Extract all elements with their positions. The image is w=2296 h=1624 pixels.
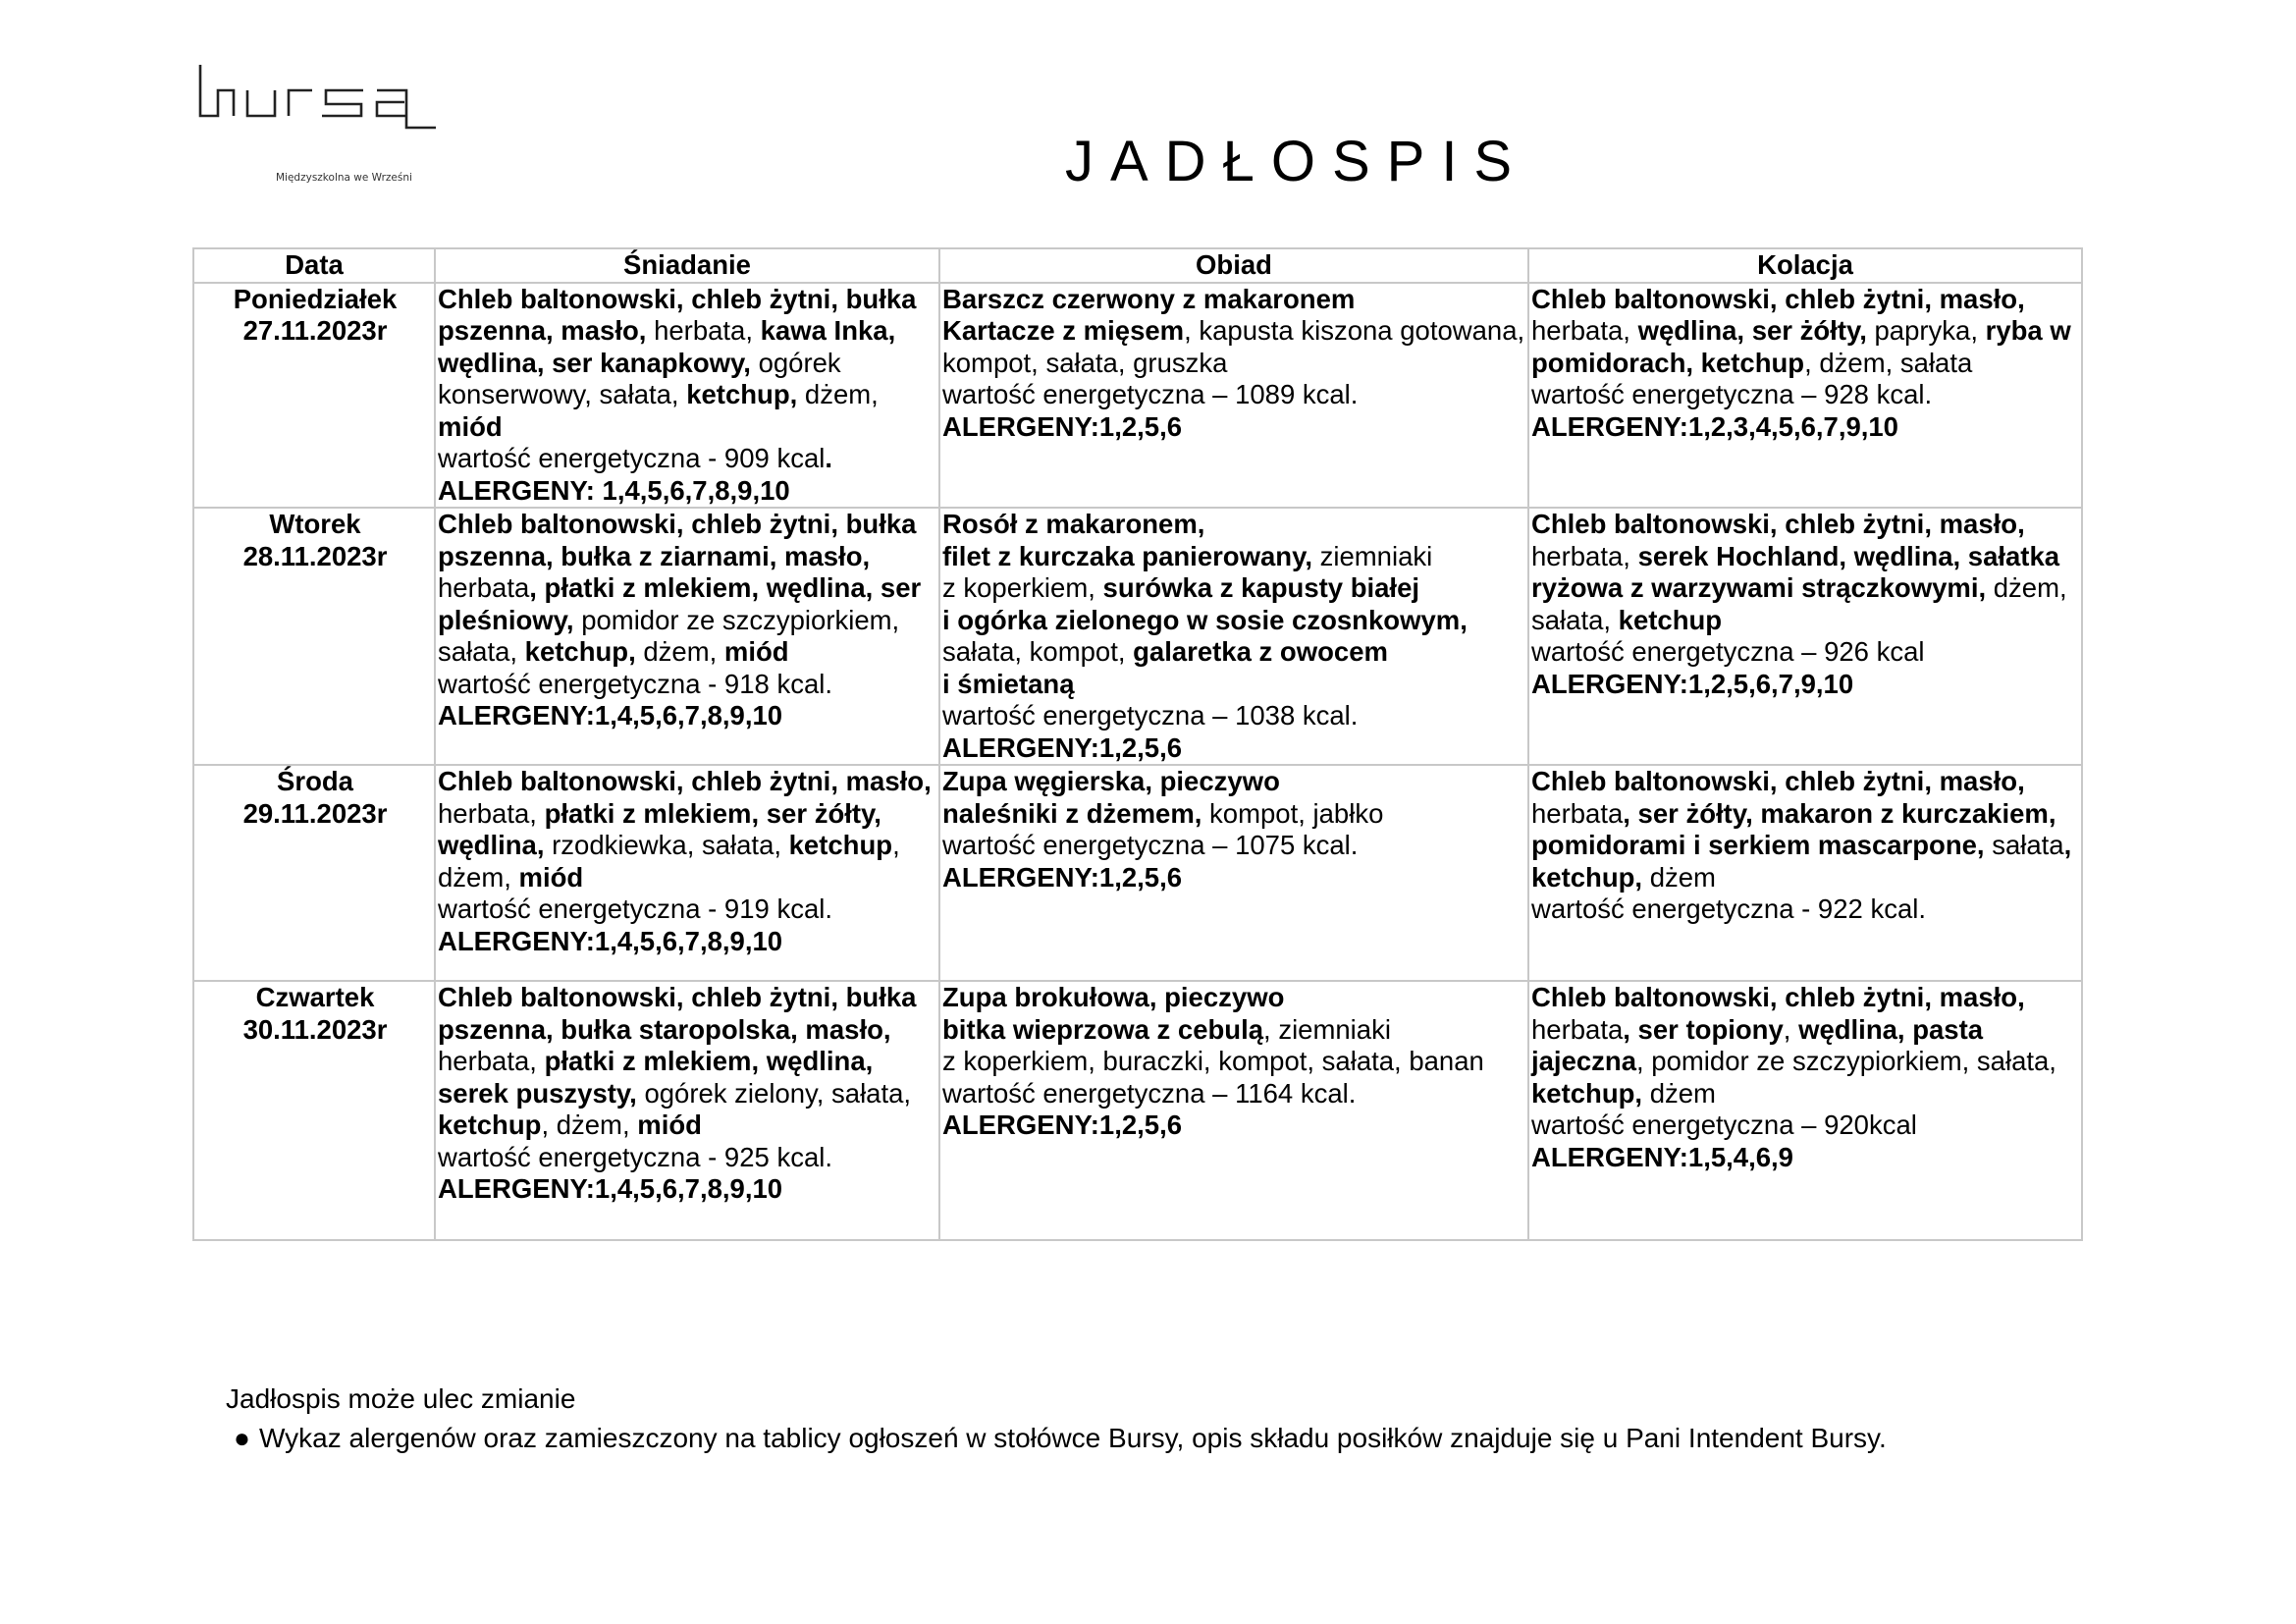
logo-caption: Międzyszkolna we Wrześni — [276, 172, 412, 184]
supper-cell — [1528, 508, 2082, 765]
menu-text-segment: Chleb baltonowski, chleb żytni, masło, — [438, 766, 932, 796]
menu-text-segment: ALERGENY:1,2,5,6 — [942, 731, 1183, 763]
menu-text-segment: , dżem, — [541, 1110, 638, 1140]
menu-text-segment: Zupa węgierska, pieczywo — [942, 766, 1280, 796]
menu-text-segment: pomidor ze szczypiorkiem, sałata, — [438, 604, 900, 667]
menu-text-segment: rzodkiewka, sałata, — [544, 830, 789, 860]
lunch-cell — [939, 508, 1528, 765]
menu-text-segment: Chleb baltonowski, chleb żytni, bułka pszenna, bułka z ziarnami, masło, — [438, 509, 917, 571]
menu-text-segment: Zupa brokułowa, pieczywo — [942, 982, 1285, 1012]
menu-text-segment: ALERGENY: 1,4,5,6,7,8,9,10 — [438, 474, 790, 506]
menu-text-segment: i ogórka zielonego w sosie czosnkowym, — [942, 604, 1468, 635]
day-date: 27.11.2023r — [242, 315, 388, 346]
menu-text-segment: , pomidor ze szczypiorkiem, sałata, — [1636, 1046, 2056, 1076]
menu-text-segment: ogórek zielony, sałata, — [636, 1077, 912, 1109]
lunch-cell — [939, 765, 1528, 981]
menu-text-segment: ketchup — [788, 830, 893, 860]
menu-text-segment: wartość energetyczna – 1038 kcal. — [942, 700, 1359, 731]
day-name: Poniedziałek — [233, 283, 398, 314]
menu-text-segment: wędlina, ser żółty, — [1637, 315, 1867, 346]
date-cell — [193, 765, 435, 981]
menu-text-segment: kawa Inka, wędlina, ser kanapkowy, — [438, 315, 896, 378]
menu-text-segment: Rosół z makaronem, — [942, 509, 1205, 539]
table-row — [193, 508, 2082, 765]
menu-text-segment: surówka z kapusty białej — [1102, 572, 1420, 603]
menu-text-segment: herbata — [438, 572, 530, 603]
menu-text-segment: ALERGENY:1,2,3,4,5,6,7,9,10 — [1531, 410, 1898, 442]
menu-text-segment: kompot, jabłko — [1201, 797, 1384, 829]
menu-text-segment: ALERGENY:1,2,5,6,7,9,10 — [1531, 668, 1854, 699]
breakfast-cell — [435, 981, 939, 1240]
menu-text-segment: płatki z mlekiem, wędlina, serek puszysty, — [438, 1046, 874, 1109]
menu-text-segment: płatki z mlekiem, ser żółty, wędlina, — [438, 797, 881, 860]
menu-text-segment: wędlina, pasta jajeczna — [1531, 1013, 1984, 1076]
menu-text-segment: miód — [518, 861, 584, 893]
menu-text-segment: Kartacze z mięsem — [942, 315, 1185, 346]
bursa-logo — [196, 61, 452, 198]
menu-text-segment: sałata, kompot, — [942, 636, 1134, 667]
supper-cell — [1528, 981, 2082, 1240]
menu-text-segment: ketchup — [1618, 604, 1723, 635]
menu-text-segment: Chleb baltonowski, chleb żytni, masło, — [1531, 509, 2025, 539]
supper-cell — [1528, 283, 2082, 509]
header-row — [193, 248, 2082, 283]
menu-text-segment: , płatki z mlekiem, wędlina, ser pleśniowy, — [438, 572, 922, 635]
menu-text-segment: herbata, — [646, 315, 761, 346]
menu-text-segment: Chleb baltonowski, chleb żytni, masło, — [1531, 283, 2025, 314]
menu-text-segment: ketchup, — [524, 636, 636, 667]
menu-text-segment: ALERGENY:1,2,5,6 — [942, 410, 1183, 442]
menu-text-segment: ogórek konserwowy, sałata, — [438, 347, 841, 409]
breakfast-cell — [435, 765, 939, 981]
menu-text-segment: , dżem, — [438, 830, 900, 893]
menu-text-segment: herbata, — [1531, 540, 1638, 571]
menu-change-note: Jadłospis może ulec zmianie — [226, 1383, 576, 1414]
menu-text-segment: ketchup, — [1531, 1077, 1643, 1109]
menu-text-segment: herbata — [1531, 797, 1624, 829]
menu-text-segment: i śmietaną — [942, 668, 1075, 699]
column-header-data: Data — [193, 248, 435, 283]
menu-text-segment: , — [1783, 1013, 1799, 1045]
menu-text-segment: ziemniaki — [1311, 540, 1433, 571]
day-name: Środa — [277, 766, 353, 796]
menu-text-segment: herbata, — [1531, 315, 1638, 346]
day-date: 29.11.2023r — [242, 797, 388, 829]
breakfast-cell — [435, 508, 939, 765]
menu-text-segment: sałata — [1984, 830, 2064, 860]
menu-text-segment: Chleb baltonowski, chleb żytni, bułka pszenna, bułka staropolska, masło, — [438, 982, 917, 1045]
page-title: JADŁOSPIS — [1065, 130, 1529, 193]
menu-text-segment: filet z kurczaka panierowany, — [942, 540, 1312, 571]
menu-text-segment: herbata, — [438, 1046, 545, 1076]
menu-text-segment: miód — [438, 410, 503, 442]
menu-table — [192, 247, 2083, 1241]
menu-text-segment: ALERGENY:1,4,5,6,7,8,9,10 — [438, 700, 783, 731]
menu-text-segment: Chleb baltonowski, chleb żytni, masło, — [1531, 982, 2025, 1012]
lunch-cell — [939, 283, 1528, 509]
breakfast-cell — [435, 283, 939, 509]
menu-text-segment: Chleb baltonowski, chleb żytni, masło, — [1531, 766, 2025, 796]
lunch-cell — [939, 981, 1528, 1240]
date-cell — [193, 283, 435, 509]
menu-text-segment: wartość energetyczna - 909 kcal — [438, 443, 826, 473]
column-header-obiad: Obiad — [939, 248, 1528, 283]
menu-text-segment: , ser topiony — [1623, 1013, 1784, 1045]
menu-text-segment: wartość energetyczna - 919 kcal. — [438, 893, 832, 924]
day-date: 28.11.2023r — [242, 540, 388, 571]
menu-text-segment: serek Hochland, wędlina, sałatka ryżowa z warzywami strączkowymi, — [1531, 540, 2060, 603]
menu-text-segment: dżem — [1642, 1077, 1716, 1109]
menu-text-segment: wartość energetyczna – 920kcal — [1531, 1110, 1917, 1140]
menu-text-segment: , dżem, sałata — [1804, 347, 1973, 378]
menu-text-segment: ALERGENY:1,5,4,6,9 — [1531, 1141, 1793, 1172]
menu-text-segment: ALERGENY:1,2,5,6 — [942, 861, 1183, 893]
column-header-sniadanie: Śniadanie — [435, 248, 939, 283]
menu-text-segment: papryka, — [1866, 315, 1986, 346]
menu-text-segment: miód — [637, 1110, 702, 1140]
table-row — [193, 283, 2082, 509]
menu-text-segment: . — [825, 443, 832, 473]
menu-text-segment: herbata — [1531, 1013, 1624, 1045]
menu-text-segment: dżem, sałata, — [1531, 572, 2067, 635]
allergen-info-text: Wykaz alergenów oraz zamieszczony na tablicy ogłoszeń w stołówce Bursy, opis składu posiłków znajduje się u Pani Intendent Bursy. — [259, 1423, 1887, 1453]
menu-text-segment: naleśniki z dżemem, — [942, 797, 1202, 829]
menu-text-segment: z koperkiem, — [942, 572, 1103, 603]
table-row — [193, 981, 2082, 1240]
day-name: Wtorek — [269, 509, 361, 539]
date-cell — [193, 981, 435, 1240]
menu-text-segment: , kapusta kiszona gotowana, kompot, sałata, gruszka — [942, 315, 1525, 378]
menu-text-segment: ketchup — [438, 1110, 542, 1140]
menu-text-segment: galaretka z owocem — [1133, 636, 1388, 667]
menu-text-segment: dżem, — [635, 636, 724, 667]
menu-text-segment: wartość energetyczna – 1075 kcal. — [942, 830, 1359, 860]
menu-text-segment: Chleb baltonowski, chleb żytni, bułka pszenna, masło, — [438, 283, 917, 346]
menu-text-segment: , ketchup, — [1531, 830, 2072, 893]
table-row — [193, 765, 2082, 981]
menu-text-segment: wartość energetyczna – 1089 kcal. — [942, 379, 1359, 409]
menu-text-segment: ryba w pomidorach, ketchup — [1531, 315, 2071, 378]
menu-text-segment: , ser żółty, makaron z kurczakiem, pomidorami i serkiem mascarpone, — [1531, 797, 2056, 860]
supper-cell — [1528, 765, 2082, 981]
menu-text-segment: wartość energetyczna - 918 kcal. — [438, 668, 832, 699]
menu-text-segment: ketchup, — [686, 379, 798, 409]
menu-text-segment: wartość energetyczna – 1164 kcal. — [942, 1077, 1357, 1109]
menu-text-segment: wartość energetyczna – 926 kcal — [1531, 636, 1925, 667]
menu-text-segment: , ziemniaki — [1263, 1013, 1391, 1045]
menu-text-segment: ALERGENY:1,2,5,6 — [942, 1110, 1183, 1140]
allergen-info-item — [234, 1419, 1887, 1458]
menu-text-segment: Barszcz czerwony z makaronem — [942, 283, 1356, 314]
menu-text-segment: wartość energetyczna – 928 kcal. — [1531, 379, 1933, 409]
menu-text-segment: dżem — [1642, 861, 1716, 893]
day-date: 30.11.2023r — [242, 1013, 388, 1045]
menu-text-segment: bitka wieprzowa z cebulą — [942, 1013, 1264, 1045]
menu-text-segment: dżem, — [797, 379, 879, 409]
day-name: Czwartek — [255, 982, 375, 1012]
menu-text-segment: wartość energetyczna - 922 kcal. — [1531, 893, 1926, 924]
menu-text-segment: herbata, — [438, 797, 545, 829]
menu-text-segment: ALERGENY:1,4,5,6,7,8,9,10 — [438, 925, 783, 956]
menu-text-segment: ALERGENY:1,4,5,6,7,8,9,10 — [438, 1173, 783, 1204]
menu-text-segment: z koperkiem, buraczki, kompot, sałata, banan — [942, 1046, 1484, 1076]
menu-text-segment: miód — [723, 636, 789, 667]
column-header-kolacja: Kolacja — [1528, 248, 2082, 283]
menu-text-segment: wartość energetyczna - 925 kcal. — [438, 1141, 832, 1172]
date-cell — [193, 508, 435, 765]
bullet-icon: ● — [234, 1423, 250, 1453]
